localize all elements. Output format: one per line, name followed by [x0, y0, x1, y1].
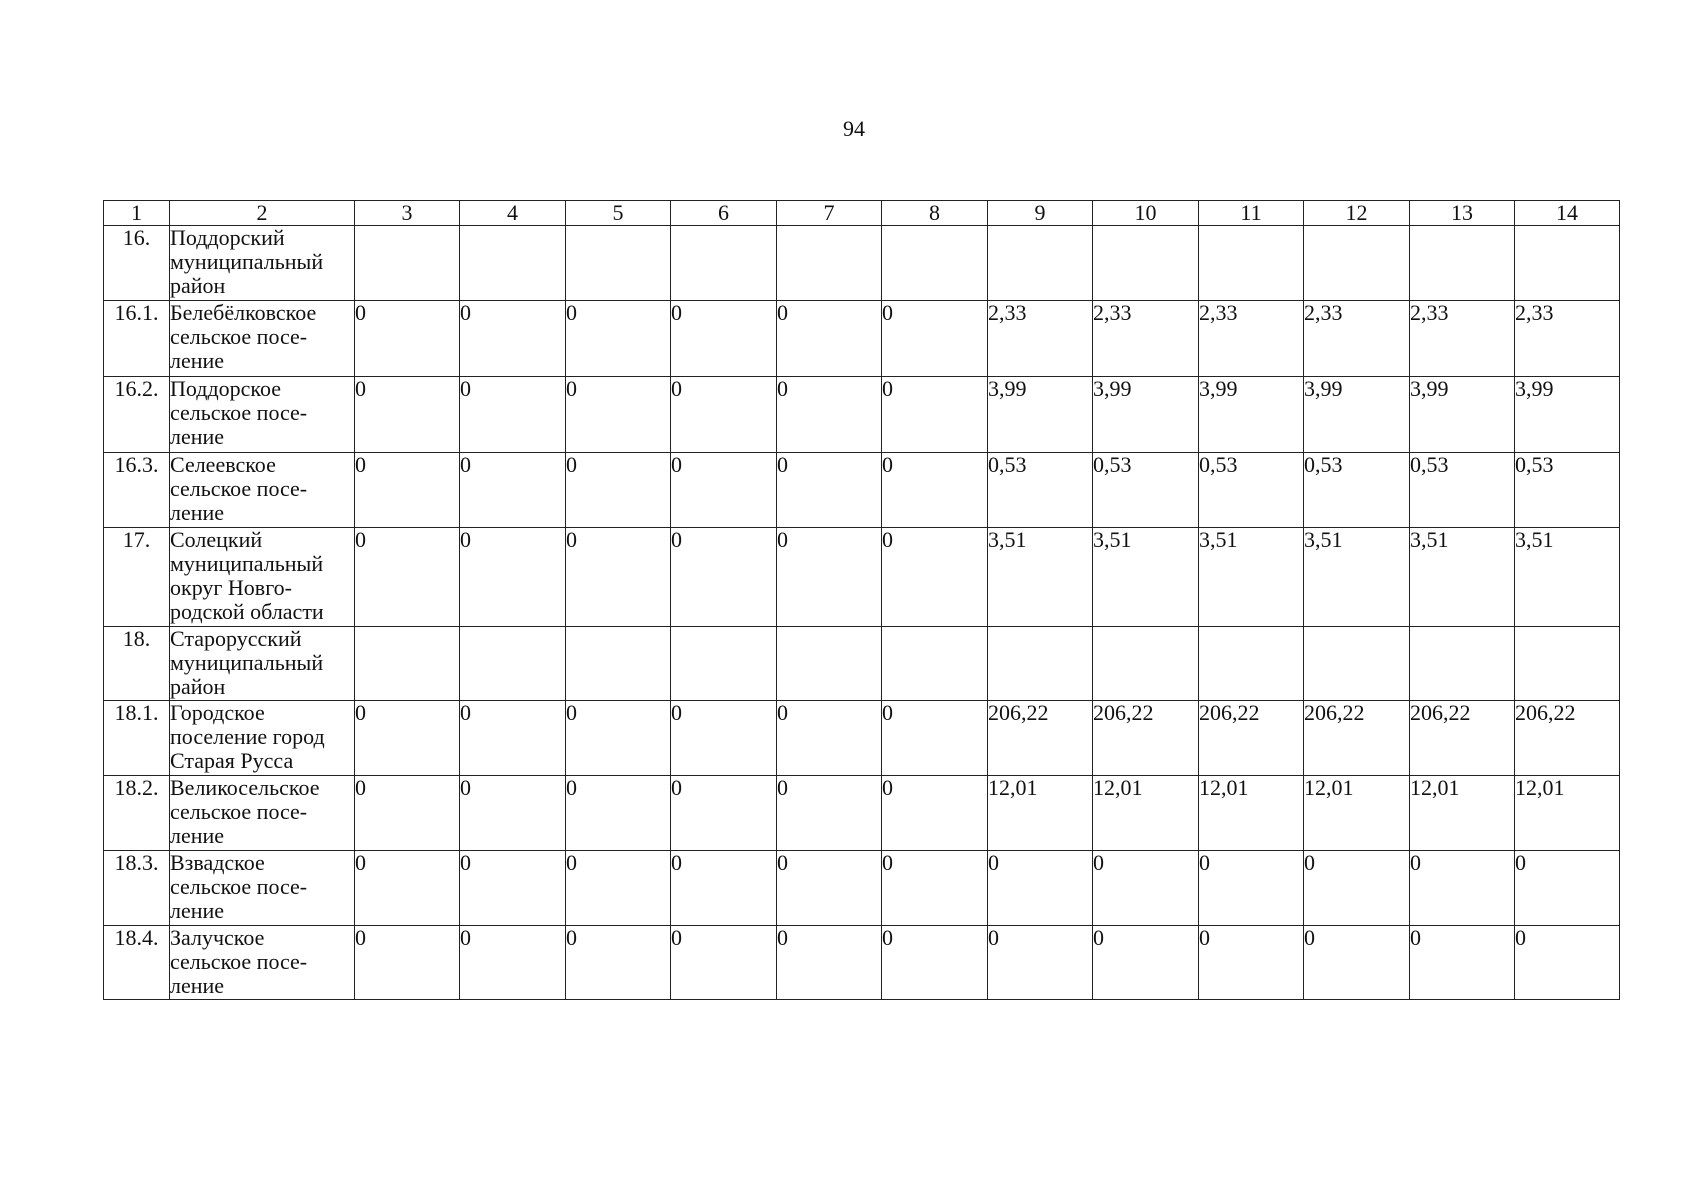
table-cell: 12,01: [1410, 776, 1515, 851]
table-cell: 0: [460, 528, 566, 627]
row-name-line: муниципальный: [170, 650, 324, 675]
row-name-line: сельское посе-: [170, 324, 308, 349]
table-cell: 0: [882, 926, 988, 1000]
table-cell: 0: [777, 701, 882, 776]
table-cell: 206,22: [988, 701, 1093, 776]
table-cell: [988, 627, 1093, 701]
table-cell: 3,99: [1093, 377, 1199, 453]
table-cell: 0: [460, 453, 566, 528]
table-row: [104, 377, 1620, 453]
row-name-line: муниципальный: [170, 551, 324, 576]
row-number: 16.: [104, 226, 170, 301]
table-row: [104, 453, 1620, 528]
column-header-1: 1: [104, 201, 170, 226]
table-cell: 3,51: [1515, 528, 1620, 627]
column-header-10: 10: [1093, 201, 1199, 226]
row-name-line: ление: [170, 823, 225, 848]
row-name-line: Взвадское: [170, 850, 265, 875]
page-number: 94: [843, 116, 865, 141]
row-name-line: Великосельское: [170, 775, 320, 800]
row-name-line: Старорусский: [170, 626, 302, 651]
row-name-line: Поддорское: [170, 376, 282, 401]
table-cell: 0: [671, 301, 777, 377]
row-name: [170, 926, 355, 1000]
table-row: [104, 851, 1620, 926]
table-cell: 2,33: [1093, 301, 1199, 377]
table-cell: 2,33: [1304, 301, 1410, 377]
table-cell: 0: [777, 776, 882, 851]
table-cell: 0: [1093, 851, 1199, 926]
row-name-line: округ Новго-: [170, 575, 292, 600]
table-cell: 0: [355, 377, 460, 453]
table-cell: 206,22: [1093, 701, 1199, 776]
column-header-4: 4: [460, 201, 566, 226]
table-cell: [1093, 226, 1199, 301]
table-cell: 0: [566, 301, 671, 377]
table-cell: 0: [355, 301, 460, 377]
table-cell: 0,53: [1410, 453, 1515, 528]
row-name: [170, 377, 355, 453]
row-name: [170, 776, 355, 851]
row-name-line: ление: [170, 973, 225, 998]
column-header-5: 5: [566, 201, 671, 226]
table-cell: 0: [1304, 926, 1410, 1000]
table-cell: 0: [1199, 851, 1304, 926]
row-name-line: сельское посе-: [170, 949, 308, 974]
table-cell: 0,53: [1199, 453, 1304, 528]
table-cell: 206,22: [1515, 701, 1620, 776]
row-name-line: Солецкий: [170, 527, 263, 552]
header-row: [104, 201, 1620, 226]
table-cell: [777, 226, 882, 301]
table-cell: 0: [460, 776, 566, 851]
table-cell: 0,53: [1093, 453, 1199, 528]
table-row: [104, 627, 1620, 701]
table-row: [104, 226, 1620, 301]
row-number: 18.1.: [104, 701, 170, 776]
table-cell: 3,51: [1093, 528, 1199, 627]
row-name: [170, 528, 355, 627]
table-row: [104, 528, 1620, 627]
column-header-11: 11: [1199, 201, 1304, 226]
table-cell: 0: [882, 301, 988, 377]
table-cell: [1093, 627, 1199, 701]
table-cell: 0: [882, 701, 988, 776]
table-cell: [1515, 627, 1620, 701]
row-name: [170, 453, 355, 528]
table-cell: [1410, 627, 1515, 701]
table-cell: 3,99: [1199, 377, 1304, 453]
table-body: [104, 226, 1620, 1000]
table-cell: 0: [566, 851, 671, 926]
table-cell: 12,01: [1093, 776, 1199, 851]
row-number: 16.3.: [104, 453, 170, 528]
table-cell: 12,01: [1199, 776, 1304, 851]
table-cell: [1410, 226, 1515, 301]
table-cell: 0: [777, 926, 882, 1000]
table-row: [104, 926, 1620, 1000]
table-cell: [1199, 226, 1304, 301]
table-cell: 0: [671, 776, 777, 851]
table-cell: 3,51: [988, 528, 1093, 627]
table-cell: 0: [566, 701, 671, 776]
table-cell: 0: [988, 851, 1093, 926]
row-number: 18.2.: [104, 776, 170, 851]
row-number: 16.2.: [104, 377, 170, 453]
row-name-line: сельское посе-: [170, 799, 308, 824]
table-cell: 0: [1199, 926, 1304, 1000]
table-cell: 2,33: [1410, 301, 1515, 377]
table-cell: 0: [882, 851, 988, 926]
row-number: 18.: [104, 627, 170, 701]
row-name-line: район: [170, 273, 226, 298]
row-name: [170, 627, 355, 701]
table-cell: 0: [777, 851, 882, 926]
table-cell: [882, 226, 988, 301]
table-cell: 0: [355, 926, 460, 1000]
table-cell: 0: [460, 701, 566, 776]
table-row: [104, 301, 1620, 377]
table-cell: 0: [355, 528, 460, 627]
row-name-line: сельское посе-: [170, 476, 308, 501]
table-cell: 12,01: [988, 776, 1093, 851]
table-cell: 0: [882, 453, 988, 528]
row-name: [170, 851, 355, 926]
row-name-line: ление: [170, 898, 225, 923]
table-cell: 0: [777, 377, 882, 453]
table-cell: [355, 226, 460, 301]
row-name-line: родской области: [170, 599, 324, 624]
table-cell: 0: [882, 377, 988, 453]
table-cell: 2,33: [988, 301, 1093, 377]
table-cell: 0,53: [1304, 453, 1410, 528]
table-cell: 0: [671, 701, 777, 776]
table-row: [104, 776, 1620, 851]
table-cell: [1199, 627, 1304, 701]
table-cell: 0: [671, 851, 777, 926]
table-cell: [460, 226, 566, 301]
row-name-line: ление: [170, 424, 225, 449]
row-name-line: ление: [170, 500, 225, 525]
table-cell: 0: [355, 776, 460, 851]
table-cell: 0: [566, 453, 671, 528]
table-cell: 206,22: [1410, 701, 1515, 776]
table-cell: 0: [671, 528, 777, 627]
table-cell: 3,99: [1515, 377, 1620, 453]
table-header: [104, 201, 1620, 226]
row-name-line: ление: [170, 348, 225, 373]
column-header-6: 6: [671, 201, 777, 226]
table-cell: [671, 226, 777, 301]
column-header-13: 13: [1410, 201, 1515, 226]
data-table: [103, 200, 1620, 1000]
table-cell: 0: [1515, 926, 1620, 1000]
table-cell: 3,99: [988, 377, 1093, 453]
table-cell: [566, 627, 671, 701]
table-cell: [988, 226, 1093, 301]
row-name-line: муниципальный: [170, 249, 324, 274]
table-cell: 206,22: [1304, 701, 1410, 776]
table-cell: 0: [566, 926, 671, 1000]
table-cell: 0: [566, 377, 671, 453]
row-name: [170, 701, 355, 776]
row-number: 18.3.: [104, 851, 170, 926]
table-cell: 0: [460, 851, 566, 926]
row-number: 16.1.: [104, 301, 170, 377]
table-cell: 0: [355, 701, 460, 776]
row-number: 17.: [104, 528, 170, 627]
table-cell: [1304, 627, 1410, 701]
row-name-line: район: [170, 674, 226, 699]
table-cell: 0: [1410, 926, 1515, 1000]
column-header-7: 7: [777, 201, 882, 226]
table-cell: 206,22: [1199, 701, 1304, 776]
table-cell: 12,01: [1304, 776, 1410, 851]
table-cell: 0: [777, 453, 882, 528]
table-cell: 0: [671, 377, 777, 453]
table-cell: 0: [882, 776, 988, 851]
table-cell: 12,01: [1515, 776, 1620, 851]
table-cell: 0: [460, 926, 566, 1000]
table-cell: [882, 627, 988, 701]
table-cell: 2,33: [1199, 301, 1304, 377]
table-cell: [355, 627, 460, 701]
table-cell: 0,53: [988, 453, 1093, 528]
row-name-line: Поддорский: [170, 225, 285, 250]
column-header-12: 12: [1304, 201, 1410, 226]
table-cell: 0: [777, 301, 882, 377]
column-header-14: 14: [1515, 201, 1620, 226]
row-name: [170, 226, 355, 301]
table-cell: 0: [1093, 926, 1199, 1000]
row-name: [170, 301, 355, 377]
table-cell: 0,53: [1515, 453, 1620, 528]
column-header-8: 8: [882, 201, 988, 226]
table-cell: [671, 627, 777, 701]
table-cell: 0: [671, 453, 777, 528]
table-cell: 3,51: [1199, 528, 1304, 627]
table-cell: 0: [566, 776, 671, 851]
column-header-9: 9: [988, 201, 1093, 226]
table-cell: 3,51: [1410, 528, 1515, 627]
table-cell: 3,51: [1304, 528, 1410, 627]
table-cell: 0: [355, 453, 460, 528]
row-name-line: Белебёлковское: [170, 300, 317, 325]
table-cell: 0: [988, 926, 1093, 1000]
table-row: [104, 701, 1620, 776]
table-cell: 0: [566, 528, 671, 627]
table-cell: 0: [882, 528, 988, 627]
table-cell: 0: [1515, 851, 1620, 926]
table-cell: 0: [1304, 851, 1410, 926]
table-cell: 0: [460, 301, 566, 377]
table-cell: 0: [777, 528, 882, 627]
table-cell: 0: [355, 851, 460, 926]
table-cell: 3,99: [1304, 377, 1410, 453]
row-name-line: поселение город: [170, 724, 325, 749]
table-cell: [566, 226, 671, 301]
table-cell: 0: [671, 926, 777, 1000]
table-cell: [1304, 226, 1410, 301]
row-name-line: Городское: [170, 700, 265, 725]
table-cell: 0: [1410, 851, 1515, 926]
column-header-3: 3: [355, 201, 460, 226]
row-number: 18.4.: [104, 926, 170, 1000]
table-cell: 0: [460, 377, 566, 453]
row-name-line: сельское посе-: [170, 874, 308, 899]
table-cell: [1515, 226, 1620, 301]
table-cell: 2,33: [1515, 301, 1620, 377]
table-cell: [777, 627, 882, 701]
column-header-2: 2: [170, 201, 355, 226]
table-cell: 3,99: [1410, 377, 1515, 453]
row-name-line: Селеевское: [170, 452, 276, 477]
row-name-line: сельское посе-: [170, 400, 308, 425]
row-name-line: Старая Русса: [170, 748, 294, 773]
table-cell: [460, 627, 566, 701]
row-name-line: Залучское: [170, 925, 265, 950]
